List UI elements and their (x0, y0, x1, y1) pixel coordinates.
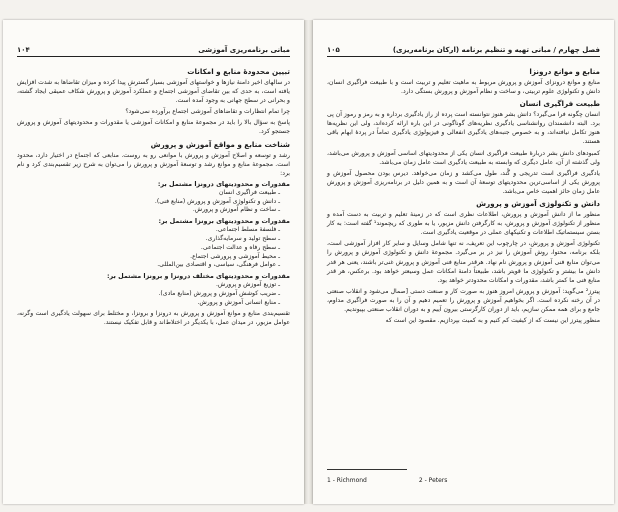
left-page (3, 20, 304, 504)
paragraph: پیترز² می‌گوید: آموزش و پرورش امروز هنوز به صورت کار و صنعت دستی [صمال می‌شود و انقلاب صنعتی در آن رخنه نکرده است. اگر بخواهیم آموزش و پرورش را تعمیم دهیم و آن را به صورت فراگیری مداوم، جامع و برای همه ممکن سازیم، باید از دوران کارگرستی بیرون آییم و به دوران انقلاب صنعتی بپیوندیم. (327, 287, 600, 313)
subsection-heading: مقدورات و محدودیتهای برونزا مشتمل بر: (158, 217, 290, 226)
list-item: ـ ضریب کوشش آموزش و پرورش (منابع مادی). (17, 290, 280, 299)
subsection-heading: مقدورات و محدودیتهای مختلف درونزا و برونزا مشتمل بر: (106, 272, 290, 281)
list-item: ـ توزیع آموزش و پرورش. (17, 281, 280, 290)
left-running-title: مبانی برنامه‌ریزی آموزشی (198, 46, 290, 54)
section-heading: طبیعت فراگیری انسان (519, 99, 600, 109)
list-item: ـ سطح تولید و سرمایه‌گذاری. (17, 235, 280, 244)
bullet-list (17, 189, 280, 215)
paragraph: چرا تمام انتظارات و تقاضاهای آموزشی اجتماع برآورده نمی‌شود؟ (125, 108, 290, 116)
section-heading: منابع و موانع درونزا (529, 67, 600, 76)
footnote: 1 - Richmond (327, 477, 367, 484)
paragraph: پاسخ به سؤال بالا را باید در مجموعهٔ منابع و امکانات آموزشی یا مقدورات و محدودیتهای آموزش و پرورش جستجو کرد. (17, 119, 290, 136)
section-heading: شناخت منابع و مواقع آموزش و پرورش (150, 139, 290, 149)
right-page (313, 20, 614, 504)
book-gutter (304, 20, 313, 504)
paragraph: تکنولوژی آموزش و پرورش، در چارچوب این تعریف، نه تنها شامل وسایل و سایر کار افزار آموزشی است، بلکه برنامه، محتوا، روش آموزش را نیز در بر می‌گیرد. مجموعهٔ دانش و تکنولوژی آموزش و پرورش را می‌توان منابع فنی آموزش و پرورش نام نهاد. هرقدر منابع فنی آموزش و پرورش غنی‌تر باشند، یعنی هر قدر دانش ما بیشتر و تکنولوژی ما قویتر باشد، طبیعتاً دامنهٔ امکانات عمل وسیعتر خواهد بود. برعکس، هر قدر منابع فنی ما کمتر باشد، مقدورات و امکانات محدودتر خواهد بود. (327, 240, 600, 284)
paragraph: منظور ما از دانش آموزش و پرورش، اطلاعات نظری است که در زمینهٔ تعلیم و تربیت به دست آمده و منظور از تکنولوژی آموزش و پرورش، به کارگرفتن دانش مزبور، یا به طوری که ریچموند¹ گفته است: به کار بستن سیستماتیک اطلاعات و تکنیکهای عملی در موقعیت یادگیری است. (327, 211, 600, 237)
list-item: ـ محیط آموزشی و پرورشی اجتماع. (17, 253, 280, 262)
bullet-list (17, 226, 280, 270)
paragraph: رشد و توسعه و اصلاح آموزش و پرورش با موانعی رو به روست. منابعی که اجتماع در اختیار دارد، محدود است. مجموعهٔ منابع و موانع رشد و توسعهٔ آموزش و پرورش را می‌توان به شرح زیر تقسیم‌بندی کرد و نام برد: (17, 151, 290, 177)
paragraph: یادگیری فراگیری است تدریجی و گُند، طول می‌کشد و زمان می‌خواهد. دیرس بودن محصول آموزش و پرورش یکی از اساسی‌ترین محدودیتهای توسعهٔ آن است و به همین دلیل در برنامه‌ریزی آموزش و پرورش عامل زمان حائز اهمیت خاص می‌باشد. (327, 169, 600, 195)
paragraph: تقسیم‌بندی منابع و موانع آموزش و پرورش به درونزا و برونزا، و مختلط برای سهولت یادگیری است وگرنه، عوامل مزبور، در میدان عمل، با یکدیگر در اختلاط‌اند و قابل تفکیک نیستند. (17, 309, 290, 326)
right-running-title: فصل چهارم / مبانی تهیه و تنظیم برنامه (ارکان برنامه‌ریزی) (392, 46, 600, 54)
footnote: 2 - Peters (418, 477, 448, 484)
right-running-head (327, 40, 600, 57)
list-item: ـ سطح رفاه و عدالت اجتماعی. (17, 244, 280, 253)
list-item: ـ دانش و تکنولوژی آموزش و پرورش (منابع فنی). (17, 198, 280, 207)
left-page-number: ۱۰۴ (17, 46, 30, 54)
footnote-rule (327, 469, 407, 470)
section-heading: تبیین محدودهٔ منابع و امکانات (187, 67, 290, 76)
paragraph: منابع و موانع درونزای آموزش و پرورش مربوط به ماهیت تعلیم و تربیت است و با طبیعت فراگیری انسان، دانش و تکنولوژی علوم تربیتی، و ساخت و نظام آموزش و پرورش بستگی دارد. (327, 79, 600, 96)
footnotes (327, 477, 600, 484)
section-heading: دانش و تکنولوژی آموزش و پرورش (476, 199, 600, 209)
right-page-number: ۱۰۵ (327, 46, 340, 54)
paragraph: انسان چگونه فرا می‌گیرد؟ دانش بشر هنوز نتوانسته است پرده از راز یادگیری برداره و به رمز و رموز آن پی برد. البته دانشمندان روانشناسی یادگیری نظریه‌های گوناگونی در این باره ارائه کرده‌اند، ولی این نظریه‌ها هنوز تکامل نیافته‌اند، و به خصوص جنبه‌های یادگیری انفعالی و فیزیولوژی یادگیری تماماً در پردهٔ ابهام باقی هستند. (327, 111, 600, 146)
right-page-body (327, 64, 600, 327)
list-item: ـ عوامل فرهنگی، سیاسی، و اقتصادی بین‌المللی. (17, 261, 280, 270)
list-item: ـ منابع انسانی آموزش و پرورش. (17, 299, 280, 308)
list-item: ـ ساخت و نظام آموزش و پرورش. (17, 206, 280, 215)
list-item: ـ طبیعت فراگیری انسان (17, 189, 280, 198)
subsection-heading: مقدورات و محدودیتهای درونزا مشتمل بر: (157, 179, 290, 188)
paragraph: منظور پیترز این نیست که از کیفیت کم کنیم و به کمیت بپردازیم. مقصود این است که (385, 317, 600, 325)
left-running-head (17, 40, 290, 57)
paragraph: کمبودهای دانش بشر دربارهٔ طبیعت فراگیری انسان یکی از محدودیتهای اساسی آموزش و پرورش می‌باشد، ولی گذشته از آن، عامل دیگری که وابسته به طبیعت یادگیری است عامل زمان می‌باشد. (327, 149, 600, 166)
left-page-body (17, 64, 290, 329)
list-item: ـ فلسفهٔ مسلط اجتماعی. (17, 226, 280, 235)
paragraph: در سالهای اخیر دامنهٔ نیازها و خواستهای آموزشی بسیار گسترش پیدا کرده و میزان تقاضاها به شدت افزایش یافته است، به حدی که بین تقاضای آموزشی اجتماع و عملکرد آموزش و پرورش شکاف عمیقی ایجاد گشته، و بحرانی در سطح جهانی به وجود آمده است. (17, 79, 290, 105)
bullet-list (17, 281, 280, 307)
